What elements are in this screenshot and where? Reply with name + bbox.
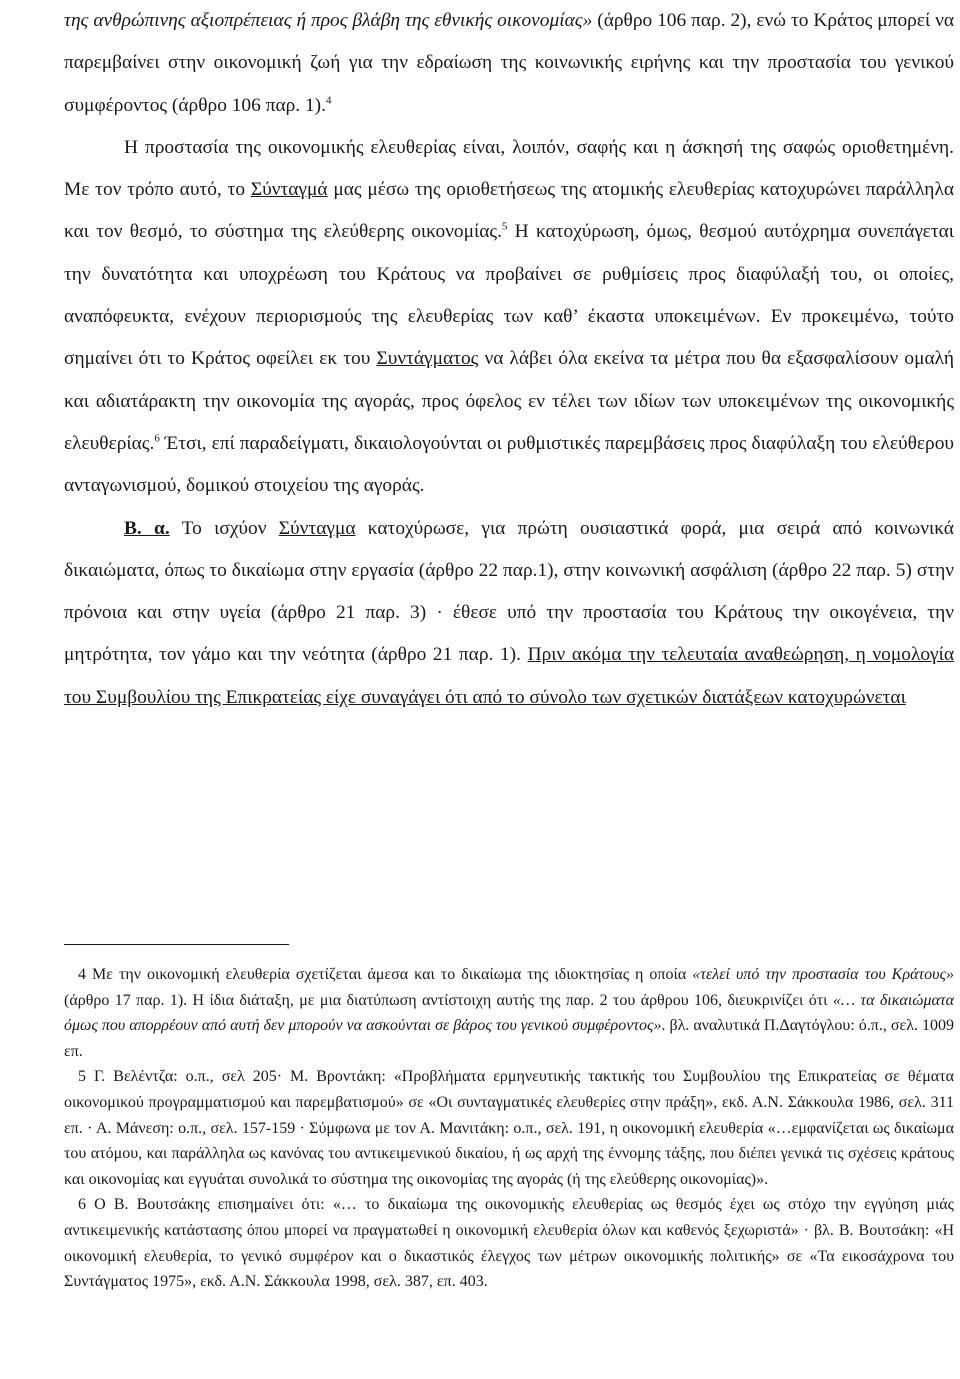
underlined-term: Σύνταγμά <box>250 179 328 201</box>
text-run: κατοχύρωσε, για πρώτη ουσιαστικά φορά, μια σειρά από κοινωνικά δικαιώματα, όπως το δικαίωμα στην εργασία (άρθρο 22 παρ.1), στην κοινωνική ασφάλιση (άρθρο 22 παρ. 5) στην πρόνοια και στην υγεία (άρθρο 21 παρ. 3) · έθεσε υπό την προστασία του Κράτους την οικογένεια, την μητρότητα, τον γάμο και την νεότητα (άρθρο 21 παρ. 1). <box>64 517 954 666</box>
footnotes <box>64 962 954 1295</box>
text-run: μας μέσω της οριοθετήσεως της ατομικής ελευθερίας κατοχυρώνει παράλληλα και τον θεσμό, το σύστημα της ελεύθερης οικονομίας. <box>64 179 955 243</box>
footnote-number: 4 <box>78 966 86 983</box>
footnote-ref-6[interactable]: 6 <box>154 432 160 445</box>
footnote-text: Γ. Βελέντζα: ο.π., σελ 205· Μ. Βροντάκη: «Προβλήματα ερμηνευτικής τακτικής του Συμβουλίου της Επικρατείας σε θέματα οικονομικού προγραμματισμού και παρεμβατισμού» σε «Οι συνταγματικές ελευθερίες στην πράξη», εκδ. Α.Ν. Σάκκουλα 1986, σελ. 311 επ. · Α. Μάνεση: ο.π., σελ. 157-159 · Σύμφωνα με τον Α. Μανιτάκη: ο.π., σελ. 191, η οικονομική ελευθερία «…εμφανίζεται ως δικαίωμα του ατόμου, και παράλληλα ως κανόνας του αντικειμενικού δικαίου, ή ως αρχή της έννομης τάξης, που διέπει γενικά τις σχέσεις κράτους και οικονομίας και εγγυάται συνολικά το σύστημα της οικονομίας της αγοράς (ή της ελεύθερης οικονομίας)». <box>64 1068 954 1188</box>
paragraph-3 <box>64 508 954 719</box>
footnote-separator <box>64 944 289 945</box>
text-run: Έτσι, επί παραδείγματι, δικαιολογούνται οι ρυθμιστικές παρεμβάσεις προς διαφύλαξη του ελεύθερου ανταγωνισμού, δομικού στοιχείου της αγοράς. <box>64 432 954 497</box>
footnote-quote: «τελεί υπό την προστασία του Κράτους» <box>692 966 954 983</box>
footnote-number: 6 <box>78 1196 86 1214</box>
footnote-text: Με την οικονομική ελευθερία σχετίζεται άμεσα και το δικαίωμα της ιδιοκτησίας η οποία <box>86 966 693 983</box>
underlined-term: Συντάγματος <box>376 348 479 370</box>
footnote-text: (άρθρο 17 παρ. 1). Η ίδια διάταξη, με μια διατύπωση αντίστοιχη αυτής της παρ. 2 του άρθρου 106, διευκρινίζει ότι <box>64 991 833 1009</box>
text-run: Η κατοχύρωση, όμως, θεσμού αυτόχρημα συνεπάγεται την δυνατότητα και υποχρέωση του Κράτους να προβαίνει σε ρυθμίσεις προς διαφύλαξή του, οι οποίες, αναπόφευκτα, ενέχουν περιορισμούς της ελευθερίας των καθ’ έκαστα υποκειμένων. Εν προκειμένω, τούτο σημαίνει ότι το Κράτος οφείλει εκ του <box>64 221 954 370</box>
footnote-5 <box>64 1064 954 1192</box>
footnote-text: Ο Β. Βουτσάκης επισημαίνει ότι: «… το δικαίωμα της οικονομικής ελευθερίας ως θεσμός έχει ως στόχο την εγγύηση μιάς αντικειμενικής κατάστασης όπου μπορεί να πραγματωθεί η οικονομική ελευθερία όλων και καθενός ξεχωριστά» · βλ. Β. Βουτσάκη: «Η οικονομική ελευθερία, το γενικό συμφέρον και ο δικαστικός έλεγχος των μέτρων οικονομικής πολιτικής» σε «Τα εικοσάχρονα του Συντάγματος 1975», εκδ. Α.Ν. Σάκκουλα 1998, σελ. 387, επ. 403. <box>64 1196 954 1291</box>
text-run: να λάβει όλα εκείνα τα μέτρα που θα εξασφαλίσουν ομαλή και αδιατάρακτη την οικονομία της αγοράς, προς όφελος εν τέλει των ιδίων των υποκειμένων της οικονομικής ελευθερίας. <box>64 348 954 454</box>
paragraph-1 <box>64 0 954 127</box>
footnote-quote: «… τα δικαιώματα όμως που απορρέουν από αυτή δεν μπορούν να ασκούνται σε βάρος του γενικού συμφέροντος» <box>64 991 954 1035</box>
footnote-4 <box>64 962 954 1064</box>
footnote-text: . βλ. αναλυτικά Π.Δαγτόγλου: ό.π., σελ. 1009 επ. <box>64 1017 954 1060</box>
quote-text: της ανθρώπινης αξιοπρέπειας ή προς βλάβη της εθνικής οικονομίας» <box>64 10 593 31</box>
footnote-ref-5[interactable]: 5 <box>501 221 508 234</box>
text-run: (άρθρο 106 παρ. 2), ενώ το Κράτος μπορεί να παρεμβαίνει στην οικονομική ζωή για την εδραίωση της κοινωνικής ειρήνης και την προστασία του γενικού συμφέροντος (άρθρο 106 παρ. 1). <box>64 10 954 116</box>
paragraph-2 <box>64 127 954 508</box>
underlined-term: Σύνταγμα <box>278 517 356 539</box>
footnote-number: 5 <box>78 1068 86 1086</box>
text-run: Το ισχύον <box>169 517 279 539</box>
footnote-6 <box>64 1192 954 1294</box>
underlined-passage: Πριν ακόμα την τελευταία αναθεώρηση, η νομολογία του Συμβουλίου της Επικρατείας είχε συναγάγει ότι από το σύνολο των σχετικών διατάξεων κατοχυρώνεται <box>64 644 955 708</box>
main-text <box>64 0 954 719</box>
footnote-ref-4[interactable]: 4 <box>326 94 332 107</box>
section-heading: Β. α. <box>124 517 170 539</box>
text-run: Η προστασία της οικονομικής ελευθερίας είναι, λοιπόν, σαφής και η άσκησή της σαφώς οριοθετημένη. Με τον τρόπο αυτό, το <box>64 136 954 201</box>
